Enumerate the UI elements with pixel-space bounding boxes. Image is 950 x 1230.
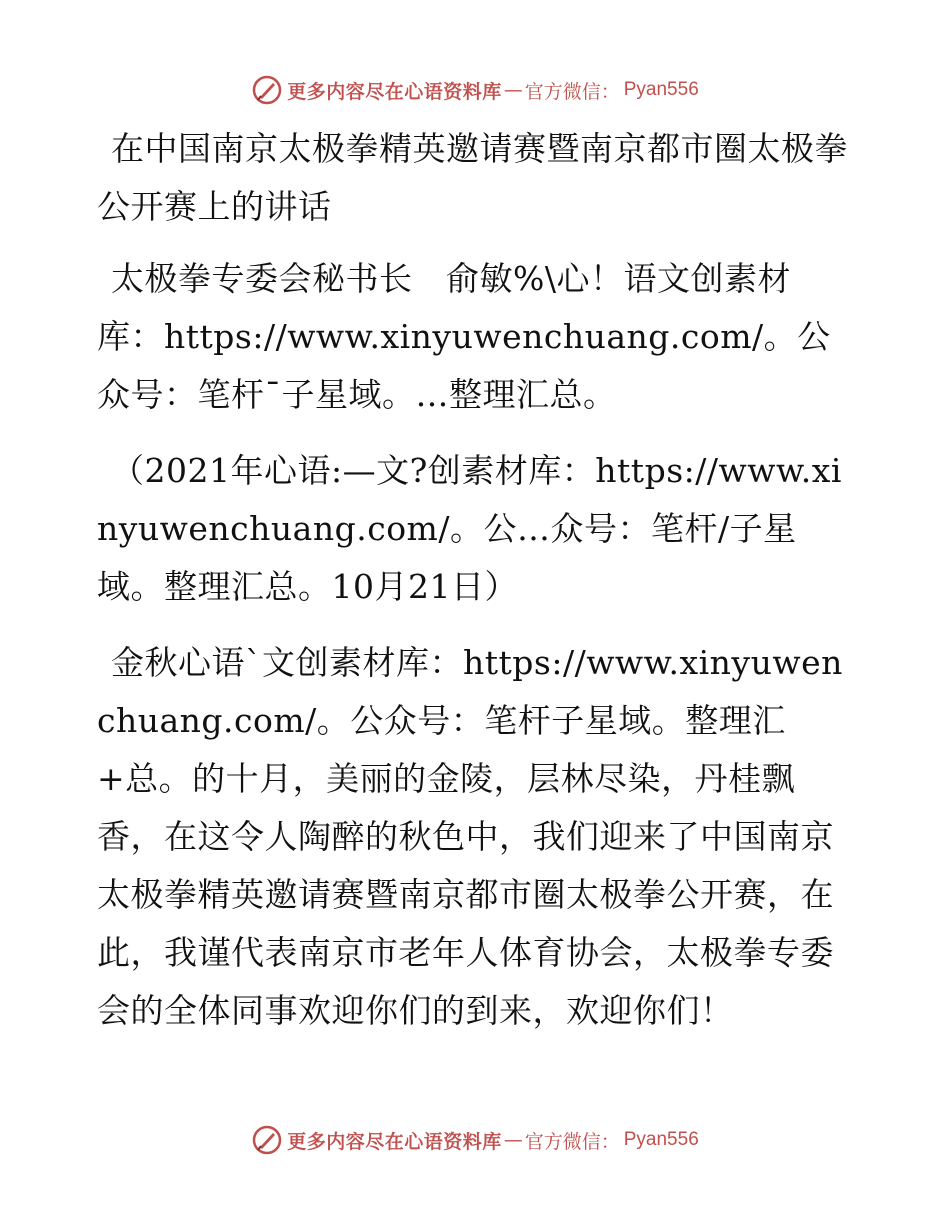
dateline-paragraph — [97, 442, 857, 616]
document-title — [97, 120, 857, 236]
dateline-text: （2021年心语:—文?创素材库：https://www.xinyuwenchuang.com/。公…众号：笔杆/子星域。整理汇总。10月21日） — [97, 451, 842, 606]
document-body — [97, 120, 857, 1058]
byline-paragraph — [97, 250, 857, 424]
title-text: 在中国南京太极拳精英邀请赛暨南京都市圈太极拳公开赛上的讲话 — [97, 129, 848, 226]
footer-wechat-id: Pyan556 — [623, 1129, 699, 1150]
banner-site-text: 更多内容尽在心语资料库 — [287, 80, 502, 103]
body-text: 金秋心语`文创素材库：https://www.xinyuwenchuang.com/。公众号：笔杆子星域。整理汇+总。的十月，美丽的金陵，层林尽染，丹桂飘香，在这令人陶醉的秋色中，我们迎来了中国南京太极拳精英邀请赛暨南京都市圈太极拳公开赛，在此，我谨代表南京市老年人体育协会，太极拳专委会的全体同事欢迎你们的到来，欢迎你们！ — [97, 643, 843, 1030]
quill-seal-icon — [251, 74, 283, 106]
footer-site-text: 更多内容尽在心语资料库 — [287, 1130, 502, 1153]
banner-wechat-label: 官方微信： — [524, 80, 620, 103]
header-banner — [0, 72, 950, 108]
footer-wechat-label: 官方微信： — [524, 1130, 620, 1153]
quill-seal-icon — [251, 1124, 283, 1156]
footer-separator: — — [503, 1129, 523, 1151]
banner-wechat-id: Pyan556 — [623, 79, 699, 100]
byline-text: 太极拳专委会秘书长 俞敏%\心！语文创素材库：https://www.xinyuwenchuang.com/。公众号：笔杆¯子星域。…整理汇总。 — [97, 259, 831, 414]
footer-banner — [0, 1122, 950, 1158]
body-paragraph — [97, 634, 857, 1040]
banner-separator: — — [503, 79, 523, 101]
